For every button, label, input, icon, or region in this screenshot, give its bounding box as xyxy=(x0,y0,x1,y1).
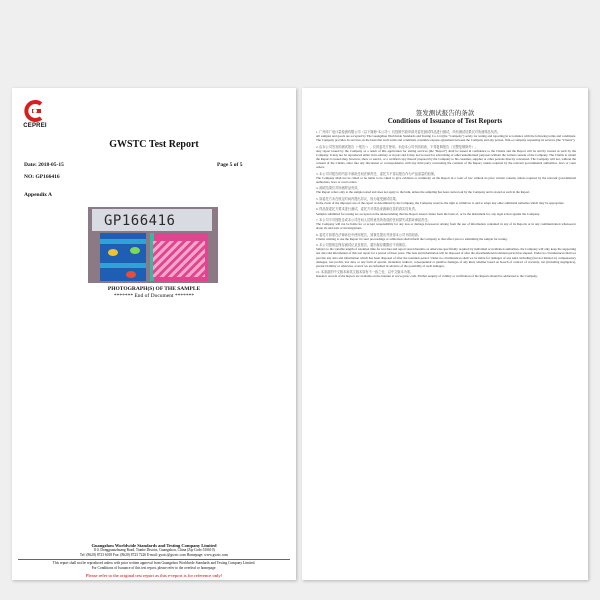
condition-en: The Report refers only to the sample tested and does not apply to the bulk, unless the sampling has been carried out by the Company and is stated as such in the Report. xyxy=(316,190,531,195)
condition-zh: 2. 由本公司签发的测试报告（"报告"），仅供委托方使用。未经本公司书面同意，不得复制报告（完整复制除外）。 xyxy=(316,144,478,149)
condition-zh: 5. 如委托方未在规定时间内提出异议，视为接受测试结果。 xyxy=(316,196,399,201)
condition-zh: 10. 本条款的中文版本和英文版本如有不一致之处，以中文版本为准。 xyxy=(316,270,414,275)
condition-item xyxy=(316,186,576,194)
condition-item xyxy=(316,218,576,230)
footer-notice: This report shall not be reproduced unless with prior written approval from Guangzhou Worldwide Standards and Testing Company Limited. xyxy=(52,561,256,565)
end-of-document: ******* End of Document ******* xyxy=(113,293,195,299)
condition-en: Samples submitted for testing are accepted on the understanding that the Report issued cannot form the basis of, or be the instrument for, any legal action against the Company. xyxy=(316,211,540,216)
condition-zh: 6. 样品按委托方要求进行测试，委托方对样品来源和信息的真实性负责。 xyxy=(316,207,418,212)
conditions-title-zh: 签发测试报告的条款 xyxy=(415,110,475,117)
condition-item xyxy=(316,243,576,268)
condition-item xyxy=(316,233,576,241)
condition-en: Clients wishing to use the Report in court proceedings or arbitration shall inform the Company to that effect prior to submitting the sample for testing. xyxy=(316,236,508,241)
condition-zh: 1. 广州市广电计量检测有限公司（以下简称"本公司"）仅按照书面申请对委托测试样品进行测试，所有测试结果仅对所测样品负责。 xyxy=(316,130,501,134)
footer-address: 110, Dongguanzhuang Road, Tianhe District, Guangzhou, China (Zip Code:510610) xyxy=(93,548,215,552)
condition-zh: 4. 测试结果仅对所测样品有效。 xyxy=(316,186,361,191)
condition-en: In the event of the improper use of the report as determined by the Company, the Company reserves the right to withdraw it, and to adopt any other additional remedies which may be appropriate. xyxy=(316,200,565,205)
footer-company: Guangzhou Worldwide Standards and Testing Company Limited xyxy=(91,543,217,548)
sample-photo xyxy=(88,207,218,283)
condition-zh: 3. 本公司对报告的内容不承担任何法律责任，委托方不得以报告作为产品质量的担保。 xyxy=(316,171,438,176)
condition-en: The Company will not be liable for or accept responsibility for any loss or damage howsoever arising from the use of information contained in any of its Reports or in any communication whatsoever about its said tests or investigations. xyxy=(316,222,576,231)
report-number: NO: GP166416 xyxy=(24,174,60,180)
footer-notice: For Conditions of Issuance of this test report, please refer to the overleaf or homepage. xyxy=(91,566,217,570)
condition-zh: 8. 委托方如需在法律诉讼中使用报告，须事先提出并获得本公司书面同意。 xyxy=(316,232,422,237)
condition-en: Subject to the variable length of retention time for test data and report stored hereinto as otherwise specifically required by individual accreditation authorities, the Company will only keep the supporting test data and information of this test report for a period of three years. The data and information will be disposed of after the aforementioned retention period has elapsed. Under no circumstances shall we provide any data and information which has been disposed of after the retention period. Under no circumstances shall we be liable for damages of any kind, including (but not limited to) compensatory damages, lost profits, lost data, or any form of special, incidental, indirect, consequential or punitive damages of any kind, whether based on breach of contract of warranty, tort (including negligence), product liability or otherwise, even if we are informed in advance of the possibility of such damages. xyxy=(316,247,576,268)
report-date: Date: 2018-05-15 xyxy=(24,162,64,168)
conditions-title-en: Conditions of Issuance of Test Reports xyxy=(387,117,503,125)
towel-pink xyxy=(150,233,208,281)
condition-zh: 7. 本公司不对因报告或本公司任何人员的意见所造成的任何损失或损坏承担责任。 xyxy=(316,218,431,223)
sample-label-text: GP166416 xyxy=(104,213,176,229)
condition-item xyxy=(316,172,576,184)
footer-divider xyxy=(18,559,290,560)
page-number: Page 5 of 5 xyxy=(217,162,243,168)
ceprei-logo-icon xyxy=(22,100,48,122)
appendix-heading: Appendix A xyxy=(24,192,52,198)
condition-en: Any report issued by the Company as a result of this application for testing services (the "Report") shall be issued in confidence to the Clients and the Report will be strictly treated as such by the Company. It may not be reproduced either in its entirety or in part and it may not be used for advertising or other unauthorized purposes without the written consent of the Company. The Clients to whom the Report is issued may, however, show or send it, or a certified copy thereof prepared by the Company to his customer, supplier or other persons directly concerned. The Company will not, without the consent of the Clients, enter into any discussion or correspondence with any third party concerning the contents of the Report, unless required by the relevant governmental authorities, laws or court orders. xyxy=(316,148,576,170)
towel-blue xyxy=(100,233,146,281)
condition-item xyxy=(316,207,576,215)
condition-item xyxy=(316,270,576,278)
photo-caption: PHOTOGRAPH(S) OF THE SAMPLE xyxy=(107,286,201,292)
logo xyxy=(18,100,52,129)
sample-label-card xyxy=(92,209,212,231)
footer-reference-notice: Please refer to the original test report as this e-report is for reference only! xyxy=(85,573,223,578)
report-title: GWSTC Test Report xyxy=(109,139,199,150)
condition-en: The Company shall not be called or be liable to be called to give evidence or testimony on the Report in a court of law without its prior written consent, unless required by the relevant governmental authorities, laws or court orders. xyxy=(316,175,576,184)
report-page xyxy=(12,88,296,580)
condition-zh: 9. 本公司按规定保存测试记录及报告，超出保存期限后不再保存。 xyxy=(316,243,409,248)
condition-en: All samples and goods are accepted by The Guangzhou Worldwide Standards and Testing Co. Ltd (the "Company") solely for testing and reporting in accordance with the following terms and conditions. The Company provides its services on the basis that such terms and conditions constitute express agreement between the Company and any person, firm or company requesting its services (the "Clients"). xyxy=(316,134,576,143)
condition-item xyxy=(316,145,576,170)
condition-en: Issuance records of the Report are available on the internet at www.gwstc.com. Further enquiry of validity or verification of the Reports should be addressed to the Company. xyxy=(316,274,538,279)
conditions-list xyxy=(316,130,576,281)
logo-text: CEPREI xyxy=(23,123,47,129)
condition-item xyxy=(316,130,576,142)
footer-contact: Tel: (8620) 8723 6018 Fax: (8620) 8723 7226 E-mail: gwstc@gwstc.com Homepage: www.gwstc.com xyxy=(79,553,229,557)
conditions-page xyxy=(302,88,588,580)
report-footer xyxy=(18,543,290,578)
condition-item xyxy=(316,197,576,205)
